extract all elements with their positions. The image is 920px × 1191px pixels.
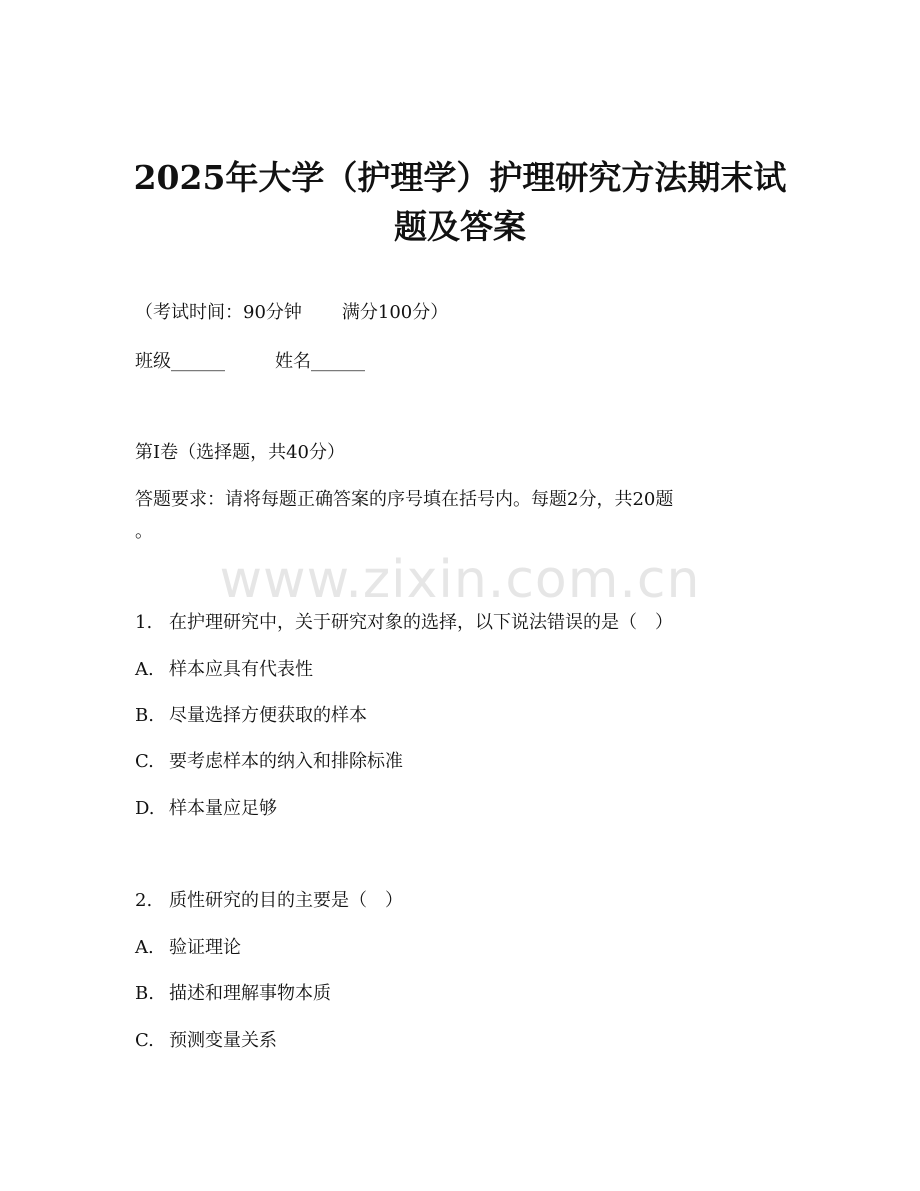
option-text: 要考虑样本的纳入和排除标准 <box>169 751 403 772</box>
question-option <box>135 1029 277 1053</box>
section-instruction-continued: 。 <box>135 521 153 542</box>
option-text: 验证理论 <box>169 937 241 958</box>
question-text: 在护理研究中，关于研究对象的选择，以下说法错误的是（ ） <box>169 612 673 633</box>
option-label: D. <box>135 798 155 819</box>
option-text: 尽量选择方便获取的样本 <box>169 705 367 726</box>
question-option <box>135 936 241 960</box>
exam-score: 满分100分） <box>341 302 449 323</box>
question-text: 质性研究的目的主要是（ ） <box>169 890 403 911</box>
option-label: A. <box>135 937 154 958</box>
question-stem <box>135 889 403 913</box>
option-label: B. <box>135 983 154 1004</box>
option-text: 样本量应足够 <box>169 798 277 819</box>
document-title-line-2: 题及答案 <box>394 207 526 246</box>
section-heading: 第I卷（选择题，共40分） <box>135 442 346 463</box>
option-text: 描述和理解事物本质 <box>169 983 331 1004</box>
exam-info <box>135 301 448 325</box>
question-number: 1. <box>135 612 153 633</box>
document-title-line-1: 2025年大学（护理学）护理研究方法期末试 <box>133 158 787 197</box>
option-text: 样本应具有代表性 <box>169 659 313 680</box>
watermark: www.zixin.com.cn <box>219 550 701 610</box>
exam-time: （考试时间：90分钟 <box>135 302 302 323</box>
option-text: 预测变量关系 <box>169 1030 277 1051</box>
class-field: 班级______ <box>135 351 225 372</box>
student-info <box>135 350 365 374</box>
question-option <box>135 658 313 682</box>
question-number: 2. <box>135 890 153 911</box>
option-label: C. <box>135 1030 154 1051</box>
question-stem <box>135 611 673 635</box>
question-option <box>135 704 367 728</box>
option-label: B. <box>135 705 154 726</box>
question-option <box>135 982 331 1006</box>
question-option <box>135 750 403 774</box>
option-label: A. <box>135 659 154 680</box>
name-field: 姓名______ <box>275 351 365 372</box>
question-option <box>135 797 277 821</box>
section-instruction: 答题要求：请将每题正确答案的序号填在括号内。每题2分，共20题 <box>135 489 674 510</box>
option-label: C. <box>135 751 154 772</box>
